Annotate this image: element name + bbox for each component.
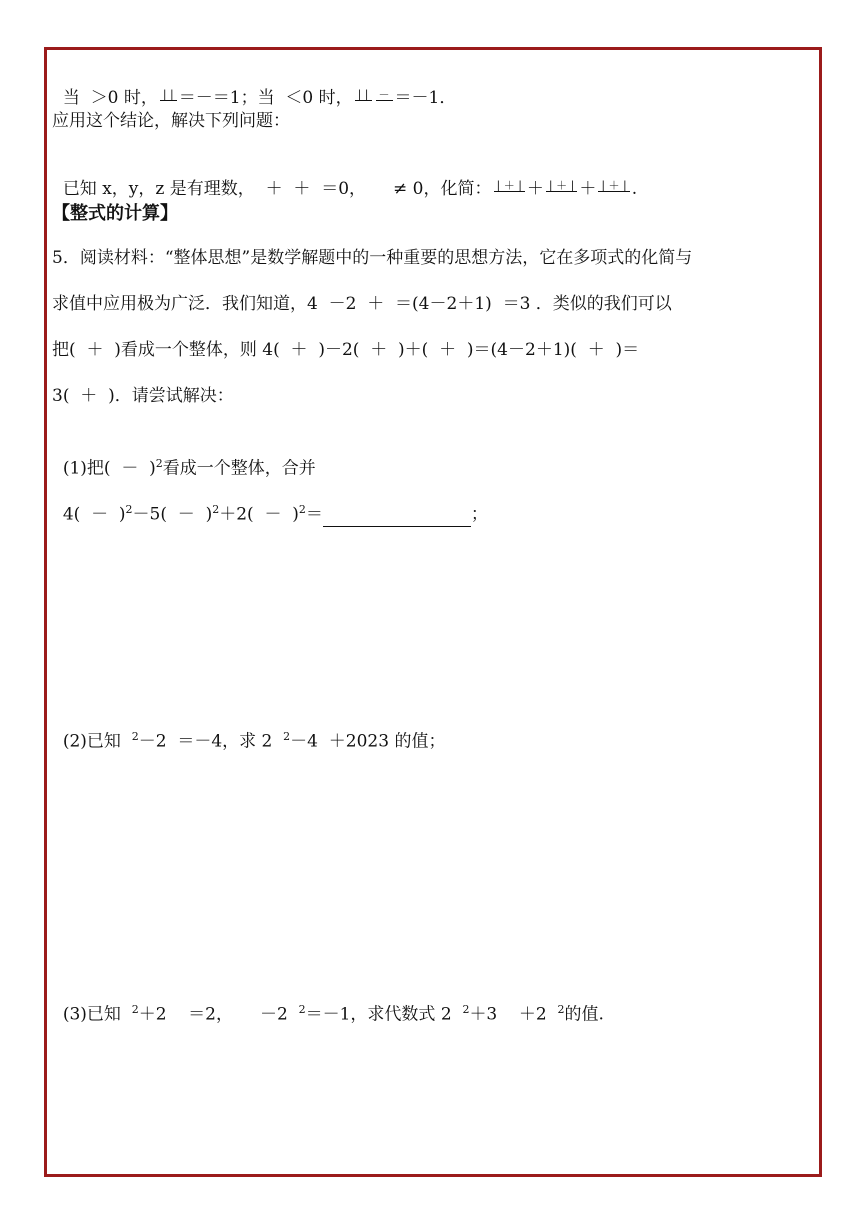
fraction-neg <box>376 89 393 109</box>
q2-text-a: (2)已知 <box>62 731 132 752</box>
intro-line-1 <box>52 62 456 110</box>
intro-line-2: 应用这个结论，解决下列问题： <box>52 111 290 131</box>
exponent: 2 <box>131 730 139 743</box>
question-3 <box>52 974 604 1027</box>
fraction-numerator: | | <box>357 87 369 101</box>
period: . <box>631 179 638 199</box>
intro-text-1a: 当 ＞0 时， <box>62 88 158 108</box>
fraction-numerator: | | <box>162 87 174 101</box>
question-1-expression <box>52 474 488 527</box>
problem5-line-1: 5．阅读材料：“整体思想”是数学解题中的一种重要的思想方法，它在多项式的化简与 <box>52 248 693 268</box>
q3-text-a: (3)已知 <box>62 1004 132 1025</box>
fraction-xy <box>494 180 525 200</box>
fraction-abs-2 <box>355 89 372 109</box>
q1-title-a: (1)把( － ) <box>62 458 156 479</box>
question-2 <box>52 701 445 754</box>
q3-text-b: ＋2 ＝2， －2 <box>138 1004 299 1025</box>
exponent: 2 <box>283 730 291 743</box>
exponent: 2 <box>298 503 306 516</box>
fraction-xz <box>598 180 629 200</box>
plus-sign: ＋ <box>579 179 597 199</box>
plus-sign: ＋ <box>526 179 544 199</box>
fraction-numerator: | ＋ | <box>601 178 627 192</box>
exponent: 2 <box>212 503 220 516</box>
fraction-yz <box>546 180 577 200</box>
exponent: 2 <box>131 1003 139 1016</box>
q1-term-2: －5( － ) <box>132 504 213 525</box>
q2-text-c: －4 ＋2023 的值； <box>290 731 446 752</box>
exponent: 2 <box>462 1003 470 1016</box>
problem5-line-2: 求值中应用极为广泛．我们知道，4 －2 ＋ ＝(4－2＋1) ＝3 ．类似的我们可以 <box>52 294 672 314</box>
exponent: 2 <box>125 503 133 516</box>
fraction-abs-1 <box>160 89 177 109</box>
intro-text-3a: 已知 x，y，z 是有理数， ＋ ＋ ＝0， ≠ 0，化简： <box>62 179 492 199</box>
fraction-numerator: － <box>378 87 390 101</box>
q1-term-3: ＋2( － ) <box>219 504 299 525</box>
fraction-numerator: | ＋ | <box>496 178 522 192</box>
question-1-title <box>52 428 316 481</box>
q1-end: ； <box>470 504 488 525</box>
q1-term-1: 4( － ) <box>62 504 126 525</box>
intro-text-1b: ＝－＝1；当 ＜0 时， <box>178 88 353 108</box>
q1-equals: ＝ <box>305 504 323 525</box>
fraction-numerator: | ＋ | <box>548 178 575 192</box>
q3-text-d: ＋3 ＋2 <box>469 1004 558 1025</box>
q3-text-c: ＝－1，求代数式 2 <box>305 1004 463 1025</box>
answer-blank[interactable] <box>323 508 471 527</box>
problem5-line-3: 把( ＋ )看成一个整体，则 4( ＋ )－2( ＋ )＋( ＋ )＝(4－2＋1)( ＋ )＝ <box>52 340 640 360</box>
q1-title-b: 看成一个整体，合并 <box>162 458 316 479</box>
intro-text-1c: ＝－1． <box>394 88 457 108</box>
q3-text-e: 的值. <box>564 1004 604 1025</box>
exponent: 2 <box>155 457 163 470</box>
exponent: 2 <box>298 1003 306 1016</box>
problem5-line-4: 3( ＋ )．请尝试解决： <box>52 386 234 406</box>
intro-line-3 <box>52 153 637 201</box>
q2-text-b: －2 ＝－4，求 2 <box>138 731 284 752</box>
exponent: 2 <box>557 1003 565 1016</box>
section-title: 【整式的计算】 <box>52 203 178 224</box>
